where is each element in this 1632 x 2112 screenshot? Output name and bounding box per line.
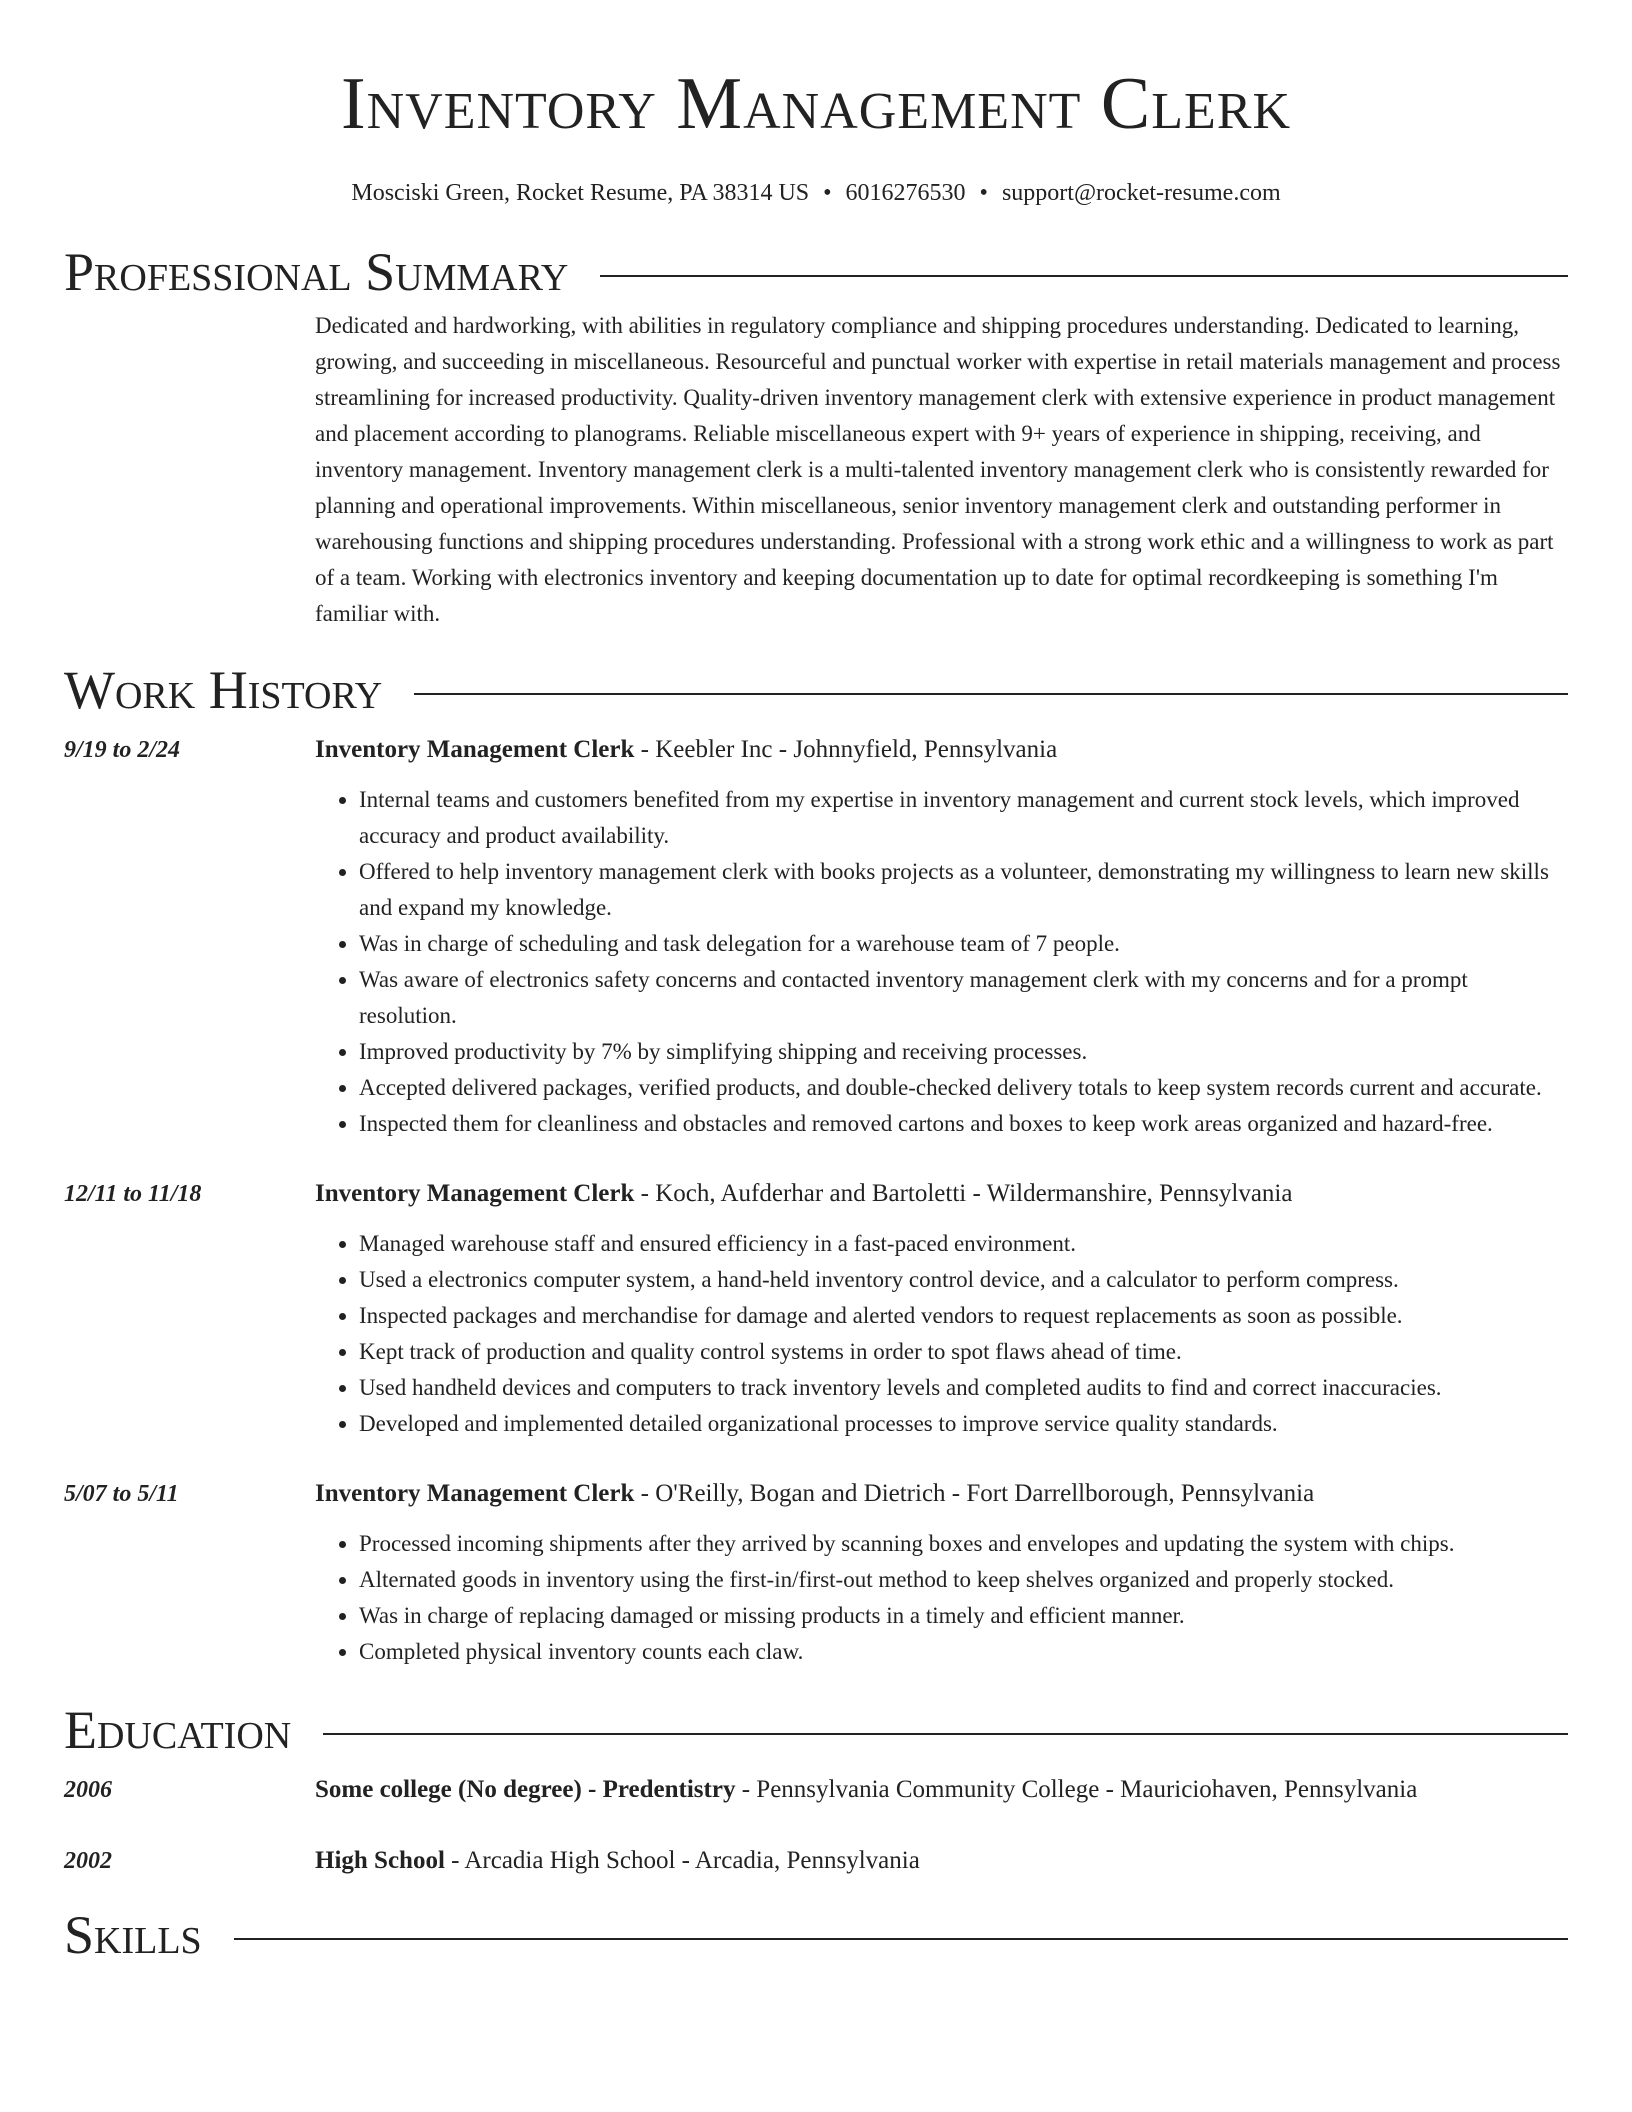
- job-employer: - O'Reilly, Bogan and Dietrich - Fort Darrellborough, Pennsylvania: [634, 1480, 1315, 1507]
- job-title-line: [315, 732, 1568, 768]
- job-bullet: • Used a electronics computer system, a hand-held inventory control device, and a calculator to perform compress.: [359, 1262, 1568, 1298]
- summary-paragraph: Dedicated and hardworking, with abilities in regulatory compliance and shipping procedures understanding. Dedicated to learning, growing, and succeeding in miscellaneous. Resourceful and punctual worker with expertise in retail materials management and process streamlining for increased productivity. Quality-driven inventory management clerk with extensive experience in product management and placement according to planograms. Reliable miscellaneous expert with 9+ years of experience in shipping, receiving, and inventory management. Inventory management clerk is a multi-talented inventory management clerk who is consistently rewarded for planning and operational improvements. Within miscellaneous, senior inventory management clerk and outstanding performer in warehousing functions and shipping procedures understanding. Professional with a strong work ethic and a willingness to work as part of a team. Working with electronics inventory and keeping documentation up to date for optimal recordkeeping is something I'm familiar with.: [315, 313, 1561, 626]
- education-school: - Arcadia High School - Arcadia, Pennsylvania: [444, 1847, 920, 1874]
- education-line: [315, 1772, 1568, 1808]
- job-dates: 9/19 to 2/24: [64, 737, 181, 763]
- job-entry: [64, 1176, 1568, 1442]
- job-employer: - Koch, Aufderhar and Bartoletti - Wildermanshire, Pennsylvania: [634, 1180, 1293, 1207]
- section-education: [64, 1700, 1568, 1760]
- job-bullet: • Was in charge of replacing damaged or missing products in a timely and efficient manner.: [359, 1598, 1568, 1634]
- job-title: Inventory Management Clerk: [315, 736, 635, 763]
- job-bullets: [315, 1526, 1568, 1670]
- job-dates: 5/07 to 5/11: [64, 1481, 179, 1507]
- job-bullet: • Used handheld devices and computers to track inventory levels and completed audits to find and correct inaccuracies.: [359, 1370, 1568, 1406]
- section-heading: Work History: [64, 660, 383, 720]
- contact-phone: 6016276530: [845, 180, 966, 206]
- contact-email: support@rocket-resume.com: [1001, 180, 1281, 206]
- contact-separator: •: [979, 180, 988, 206]
- job-bullet: • Was aware of electronics safety concerns and contacted inventory management clerk with my concerns and for a prompt resolution.: [359, 962, 1568, 1034]
- job-bullet: • Improved productivity by 7% by simplifying shipping and receiving processes.: [359, 1034, 1568, 1070]
- education-degree: Some college (No degree) - Predentistry: [315, 1776, 736, 1803]
- job-bullet: • Offered to help inventory management clerk with books projects as a volunteer, demonstrating my willingness to learn new skills and expand my knowledge.: [359, 854, 1568, 926]
- job-title: Inventory Management Clerk: [315, 1480, 635, 1507]
- section-divider: [234, 1938, 1568, 1940]
- job-bullet: • Managed warehouse staff and ensured efficiency in a fast-paced environment.: [359, 1226, 1568, 1262]
- education-school: - Pennsylvania Community College - Mauriciohaven, Pennsylvania: [735, 1776, 1418, 1803]
- contact-line: [64, 178, 1568, 208]
- section-heading: Education: [64, 1700, 292, 1760]
- candidate-name: Inventory Management Clerk: [340, 63, 1292, 145]
- education-year: 2006: [64, 1777, 112, 1803]
- contact-address: Mosciski Green, Rocket Resume, PA 38314 US: [351, 180, 810, 206]
- section-skills: [64, 1905, 1568, 1965]
- job-bullets: [315, 1226, 1568, 1442]
- job-bullet: • Was in charge of scheduling and task delegation for a warehouse team of 7 people.: [359, 926, 1568, 962]
- job-bullet: • Kept track of production and quality control systems in order to spot flaws ahead of time.: [359, 1334, 1568, 1370]
- job-bullet: • Inspected packages and merchandise for damage and alerted vendors to request replacements as soon as possible.: [359, 1298, 1568, 1334]
- job-entry: [64, 1476, 1568, 1670]
- section-heading: Professional Summary: [64, 242, 569, 302]
- job-bullet: • Processed incoming shipments after they arrived by scanning boxes and envelopes and updating the system with chips.: [359, 1526, 1568, 1562]
- section-divider: [600, 275, 1568, 277]
- education-degree: High School: [315, 1847, 445, 1874]
- job-bullet: • Completed physical inventory counts each claw.: [359, 1634, 1568, 1670]
- section-heading: Skills: [64, 1905, 202, 1965]
- section-divider: [414, 693, 1568, 695]
- job-bullet: • Internal teams and customers benefited from my expertise in inventory management and current stock levels, which improved accuracy and product availability.: [359, 782, 1568, 854]
- section-professional-summary: [64, 242, 1568, 302]
- education-entry: [64, 1772, 1568, 1808]
- job-entry: [64, 732, 1568, 1142]
- job-dates: 12/11 to 11/18: [64, 1181, 202, 1207]
- job-title: Inventory Management Clerk: [315, 1180, 635, 1207]
- job-bullet: • Alternated goods in inventory using the first-in/first-out method to keep shelves organized and properly stocked.: [359, 1562, 1568, 1598]
- contact-separator: •: [823, 180, 832, 206]
- job-bullet: • Inspected them for cleanliness and obstacles and removed cartons and boxes to keep work areas organized and hazard-free.: [359, 1106, 1568, 1142]
- education-year: 2002: [64, 1848, 112, 1874]
- job-bullet: • Accepted delivered packages, verified products, and double-checked delivery totals to keep system records current and accurate.: [359, 1070, 1568, 1106]
- education-entry: [64, 1843, 1568, 1879]
- job-title-line: [315, 1176, 1568, 1212]
- job-bullets: [315, 782, 1568, 1142]
- education-line: [315, 1843, 1568, 1879]
- job-title-line: [315, 1476, 1568, 1512]
- job-bullet: • Developed and implemented detailed organizational processes to improve service quality standards.: [359, 1406, 1568, 1442]
- section-divider: [323, 1733, 1568, 1735]
- job-employer: - Keebler Inc - Johnnyfield, Pennsylvania: [634, 736, 1058, 763]
- section-work-history: [64, 660, 1568, 720]
